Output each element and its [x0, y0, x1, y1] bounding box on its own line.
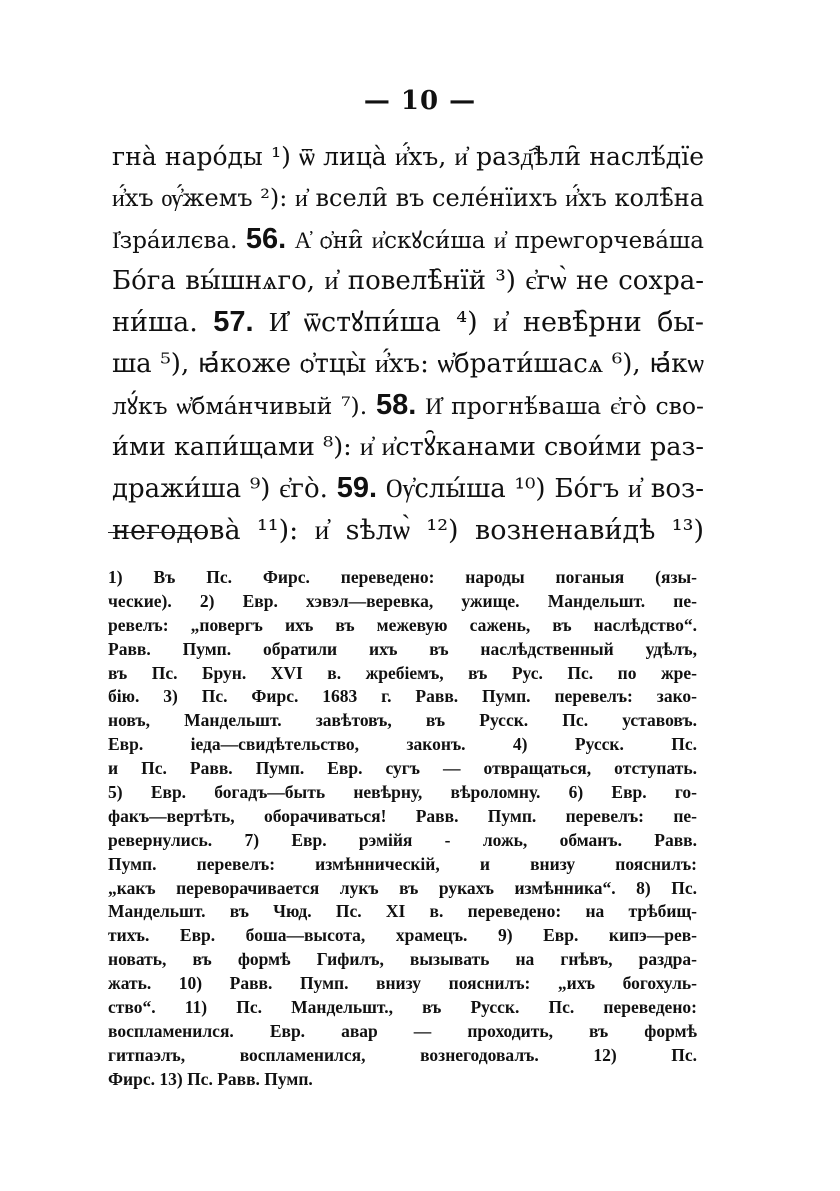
footnote-line: 1) Въ Пс. Фирс. переведено: народы поганыя (язы- [108, 567, 697, 587]
main-text-line: негодова̀ ¹¹): и҆ ѕѣлѡ̀ ¹²) возненави́дѣ ¹³) [112, 514, 704, 546]
main-text-line [112, 219, 704, 261]
verse-number: 58. [376, 389, 417, 421]
footnote-line: бію. 3) Пс. Фирс. 1683 г. Равв. Пумп. перевелъ: зако- [108, 686, 697, 707]
footnote-line: Пумп. перевелъ: измѣнническій, и внизу пояснилъ: [108, 853, 697, 874]
footnote-divider [108, 532, 208, 533]
text-segment: И҆ прогнѣ́ваша є҆го̀ сво- [425, 392, 704, 420]
footnote-line: ревернулись. 7) Евр. рэмійя - ложь, обманъ. Равв. [108, 829, 697, 850]
footnote-line: гитпаэлъ, воспламенился, вознегодовалъ. 12) Пс. [108, 1044, 697, 1065]
main-text-line [112, 385, 704, 427]
main-text-line [112, 468, 704, 510]
verse-number: 57. [213, 306, 254, 338]
main-text-line [112, 302, 704, 344]
verse-number: 56. [245, 223, 287, 255]
footnote-line: воспламенился. Евр. авар — проходить, въ формѣ [108, 1020, 697, 1041]
footnote-line: въ Пс. Брун. XVI в. жребіемъ, въ Рус. Пс. по жре- [108, 662, 697, 683]
text-segment: лꙋ́къ ѡ҆бма́нчивый ⁷). [112, 392, 368, 420]
footnote-line: 5) Евр. богадъ—быть невѣрну, вѣроломну. 6) Евр. го- [108, 782, 697, 803]
footnote-line: Мандельшт. въ Чюд. Пс. XI в. переведено: на трѣбищ- [108, 901, 697, 922]
text-segment: А҆ ѻ҆ни̑ и҆скꙋси́ша и҆ преѡгорчева́ша [294, 228, 704, 254]
verse-number: 59. [336, 472, 378, 504]
footnote-line: Равв. Пумп. обратили ихъ въ наслѣдственный удѣлъ, [108, 638, 697, 659]
main-text-line: и́ми капи́щами ⁸): и҆ и҆стꙋ̑канами свои́ми раз- [112, 431, 704, 462]
footnote-line: ревелъ: „повергъ ихъ въ межевую сажень, въ наслѣдство“. [108, 614, 697, 635]
footnote-line: ство“. 11) Пс. Мандельшт., въ Русск. Пс. переведено: [108, 997, 697, 1018]
footnote-line: факъ—вертѣть, оборачиваться! Равв. Пумп. перевелъ: пе- [108, 805, 697, 826]
footnote-line: и Пс. Равв. Пумп. Евр. сугъ — отвращаться, отступать. [108, 758, 697, 779]
footnote-line: Евр. іеда—свидѣтельство, законъ. 4) Русск. Пс. [108, 734, 697, 755]
main-text-line: гна̀ наро́ды ¹) ѿ лица̀ и҆́хъ, и҆ разд҄ѣли̑ наслѣ́дїе [112, 142, 704, 171]
text-segment: Ѹ҆слы́ша ¹⁰) Бо́гъ и҆ воз- [385, 474, 704, 504]
footnotes-block [108, 566, 697, 1092]
footnote-line: Фирс. 13) Пс. Равв. Пумп. [108, 1068, 313, 1089]
footnote-line: „какъ переворачивается лукъ въ рукахъ измѣнника“. 8) Пс. [108, 877, 697, 898]
text-segment: ни́ша. [112, 307, 198, 338]
main-text-line: и҆́хъ ѹ҆́жемъ ²): и҆ всели̑ въ селе́нїихъ и҆́хъ колѣ̑на [112, 183, 704, 212]
text-segment: И҆ ѿстꙋпи́ша ⁴) и҆ невѣ̑рни бы- [268, 307, 704, 338]
footnote-line: ческие). 2) Евр. хэвэл—веревка, ужище. Мандельшт. пе- [108, 590, 697, 611]
main-text-line: Бо́га вы́шнѧго, и҆ повелѣ̑нїй ³) є҆гѡ̀ не сохра- [112, 265, 704, 296]
main-text-block [112, 136, 704, 551]
text-segment: І҆зра́илєва. [112, 228, 238, 254]
text-segment: дражи́ша ⁹) є҆го̀. [112, 474, 328, 504]
footnote-line: новать, въ формѣ Гифилъ, вызывать на гнѣвъ, раздра- [108, 949, 697, 970]
footnote-line: тихъ. Евр. боша—высота, храмецъ. 9) Евр. кипэ—рев- [108, 925, 697, 946]
main-text-line: ша ⁵), ꙗ҆́коже ѻ҆тцы̀ и҆́хъ: ѡ҆брати́шасѧ ⁶), ꙗ҆́кѡ [112, 348, 704, 379]
footnote-line: жать. 10) Равв. Пумп. внизу пояснилъ: „ихъ богохуль- [108, 973, 697, 994]
page-number: — 10 — [363, 86, 477, 116]
footnote-line: новъ, Мандельшт. завѣтовъ, въ Русск. Пс. уставовъ. [108, 710, 697, 731]
